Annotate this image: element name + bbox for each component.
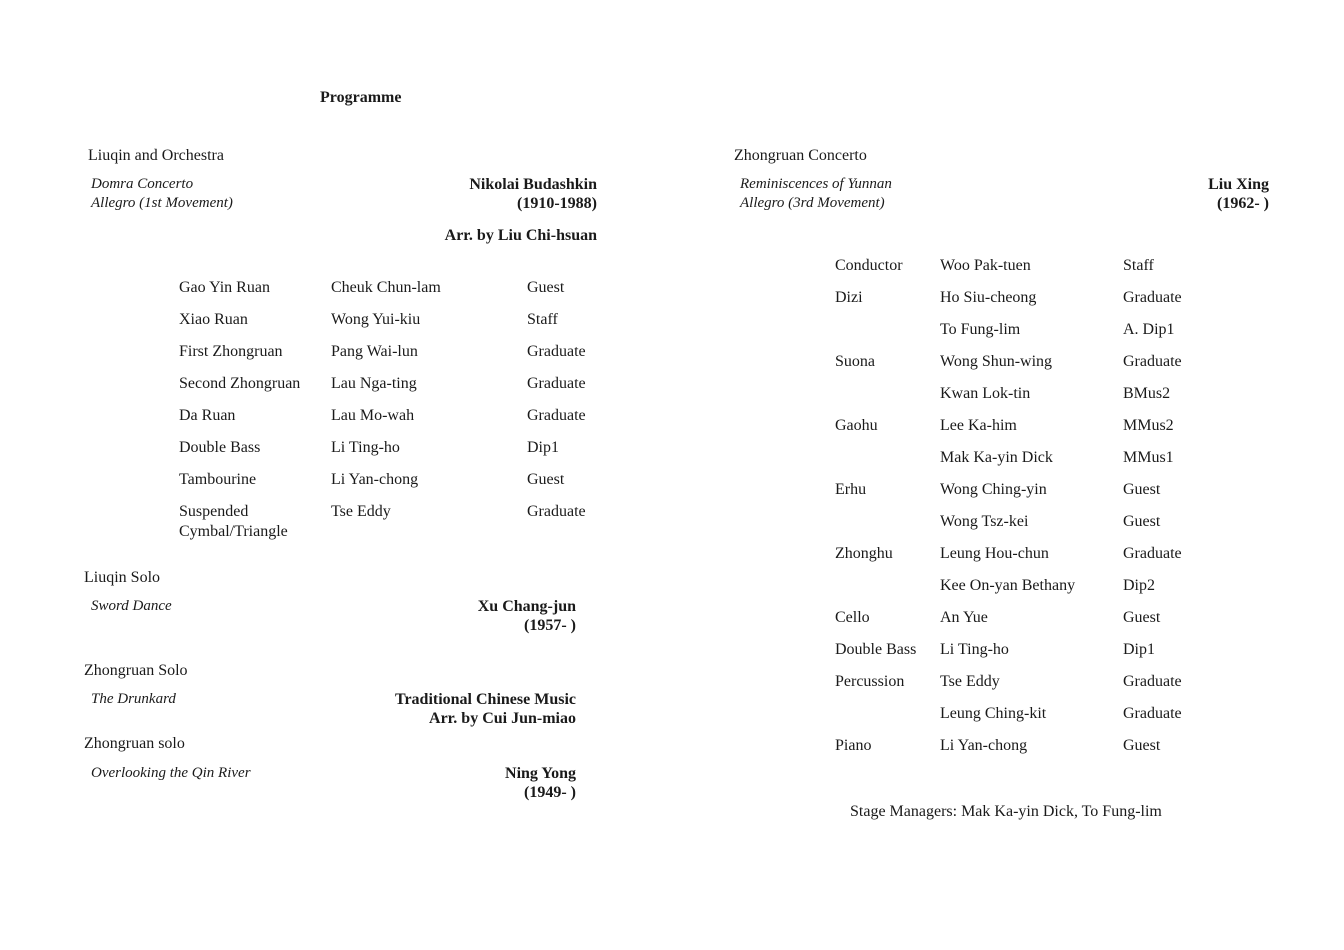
performer-name: Kee On-yan Bethany [940,577,1076,594]
performer-status: Dip2 [1123,577,1155,594]
performer-instrument: Xiao Ruan [179,311,248,328]
work-title: Reminiscences of Yunnan [740,176,892,192]
composer-name: Nikolai Budashkin [469,176,597,193]
section-title-zhongruan-solo: Zhongruan Solo [84,662,188,679]
performer-name: Cheuk Chun-lam [331,279,441,296]
performer-name: Wong Ching-yin [940,481,1047,498]
performer-status: Staff [527,311,558,328]
performer-status: Graduate [1123,673,1182,690]
performer-instrument: First Zhongruan [179,343,283,360]
performer-name: Mak Ka-yin Dick [940,449,1053,466]
composer-name: Xu Chang-jun [477,598,576,615]
performer-name: Lau Nga-ting [331,375,417,392]
section-title-liuqin-solo: Liuqin Solo [84,569,161,586]
performer-status: MMus1 [1123,449,1174,466]
performer-name: Li Yan-chong [940,737,1028,754]
performer-instrument: Zhonghu [835,545,893,562]
performer-instrument: Suona [835,353,875,370]
work-movement: Allegro (3rd Movement) [740,195,885,211]
performer-name: Wong Shun-wing [940,353,1053,370]
performer-instrument: Double Bass [179,439,261,456]
page-title: Programme [320,89,402,106]
performer-name: Lau Mo-wah [331,407,415,424]
performer-instrument: Double Bass [835,641,917,658]
composer-name: Ning Yong [505,765,576,782]
performer-instrument: Gaohu [835,417,878,434]
performer-name: Wong Tsz-kei [940,513,1029,530]
performer-instrument: Gao Yin Ruan [179,279,270,296]
performer-name: Li Yan-chong [331,471,419,488]
performer-instrument: Conductor [835,257,903,274]
work-title: The Drunkard [91,691,176,707]
performer-status: Graduate [1123,353,1182,370]
performer-status: Graduate [1123,545,1182,562]
performer-status: MMus2 [1123,417,1174,434]
performer-status: A. Dip1 [1123,321,1175,338]
performer-name: Tse Eddy [940,673,1000,690]
stage-managers: Stage Managers: Mak Ka-yin Dick, To Fung-lim [850,803,1162,820]
performer-status: Graduate [527,503,586,520]
composer-years: (1957- ) [524,617,576,634]
performer-status: Guest [1123,609,1161,626]
performer-instrument: Tambourine [179,471,257,488]
performer-instrument: Second Zhongruan [179,375,301,392]
performer-name: Ho Siu-cheong [940,289,1037,306]
performer-name: Tse Eddy [331,503,391,520]
composer-name: Liu Xing [1208,176,1269,193]
performer-name: Li Ting-ho [940,641,1009,658]
performer-status: Guest [1123,737,1161,754]
performer-name: Leung Ching-kit [940,705,1047,722]
performer-status: Graduate [527,407,586,424]
performer-name: Pang Wai-lun [331,343,418,360]
section-title-zhongruan-solo-2: Zhongruan solo [84,735,185,752]
performer-instrument: Erhu [835,481,867,498]
performer-instrument: Da Ruan [179,407,236,424]
performer-name: Leung Hou-chun [940,545,1049,562]
performer-status: Guest [527,471,565,488]
composer-years: (1910-1988) [517,195,597,212]
performer-status: Guest [1123,481,1161,498]
performer-status: Staff [1123,257,1154,274]
composer-name: Traditional Chinese Music [394,691,576,708]
performer-name: An Yue [940,609,988,626]
performer-status: Graduate [527,343,586,360]
performer-name: Woo Pak-tuen [940,257,1031,274]
performer-instrument: Dizi [835,289,863,306]
performer-status: Graduate [1123,289,1182,306]
performer-status: Dip1 [527,439,559,456]
performer-status: Graduate [1123,705,1182,722]
performer-status: BMus2 [1123,385,1171,402]
work-title: Sword Dance [91,598,172,614]
performer-name: Lee Ka-him [940,417,1017,434]
section-title-zhongruan-concerto: Zhongruan Concerto [734,147,867,164]
performer-name: Wong Yui-kiu [331,311,421,328]
performer-instrument: Piano [835,737,872,754]
work-title: Overlooking the Qin River [91,765,251,781]
performer-name: To Fung-lim [940,321,1021,338]
work-movement: Allegro (1st Movement) [91,195,233,211]
arranger-name: Arr. by Cui Jun-miao [429,710,576,727]
performer-instrument: Cello [835,609,870,626]
performer-status: Guest [527,279,565,296]
performer-instrument: Percussion [835,673,905,690]
performer-status: Graduate [527,375,586,392]
section-title-liuqin-orchestra: Liuqin and Orchestra [88,147,224,164]
composer-years: (1949- ) [524,784,576,801]
performer-status: Guest [1123,513,1161,530]
arranger-name: Arr. by Liu Chi-hsuan [444,227,597,244]
performer-instrument-line2: Cymbal/Triangle [179,523,288,540]
work-title: Domra Concerto [91,176,194,192]
performer-name: Kwan Lok-tin [940,385,1031,402]
performer-instrument: Suspended [179,503,249,520]
performer-status: Dip1 [1123,641,1155,658]
performer-name: Li Ting-ho [331,439,400,456]
composer-years: (1962- ) [1217,195,1269,212]
